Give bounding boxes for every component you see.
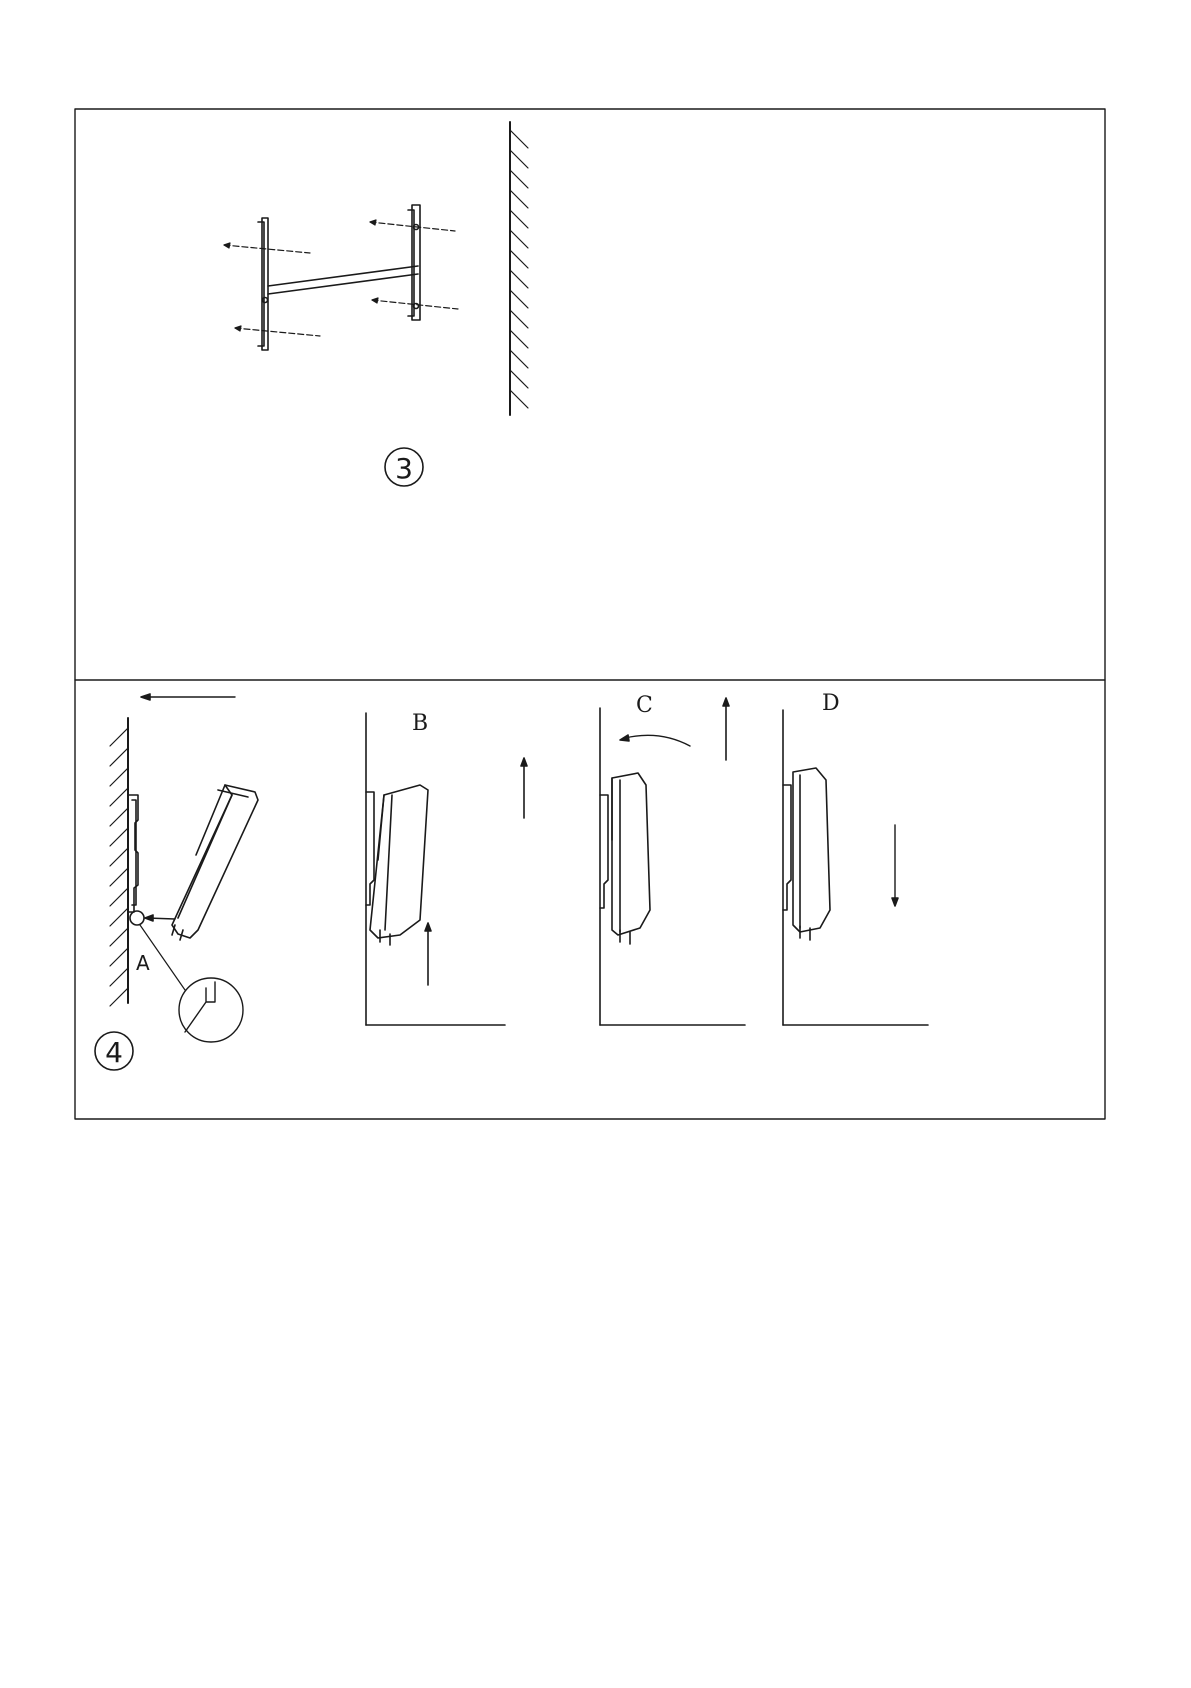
- panel-c-label: C: [636, 693, 653, 718]
- wall-hatch-line: [110, 728, 128, 746]
- wall-hatch-line: [510, 290, 528, 308]
- step-4-panel-b: [366, 711, 527, 1025]
- panel-b-label: B: [412, 711, 429, 736]
- wall-hatch-line: [110, 828, 128, 846]
- step-4-panel-d: [783, 691, 928, 1025]
- wall-hatch-line: [510, 330, 528, 348]
- wall-hatch-line: [110, 988, 128, 1006]
- panel-d-label: D: [822, 691, 840, 716]
- wall-hatch-line: [510, 170, 528, 188]
- panel-a-label: A: [136, 951, 150, 975]
- wall-hatch-line: [510, 350, 528, 368]
- wall-hatch-line: [510, 250, 528, 268]
- step-3-figure: [224, 122, 528, 486]
- step-4-figure: [95, 691, 928, 1070]
- wall-hatch-line: [110, 948, 128, 966]
- wall-hatch-line: [510, 130, 528, 148]
- wall-hatch-line: [510, 150, 528, 168]
- wall-hatch-line: [510, 190, 528, 208]
- wall-hatch-line: [110, 848, 128, 866]
- wall-hatch-line: [110, 748, 128, 766]
- step-4-panel-c: [600, 693, 745, 1025]
- step-3-wall: [510, 122, 528, 415]
- wall-hatch-line: [110, 928, 128, 946]
- wall-hatch-line: [510, 210, 528, 228]
- wall-hatch-line: [110, 968, 128, 986]
- page-frame: [75, 109, 1105, 1119]
- wall-hatch-line: [110, 888, 128, 906]
- wall-hatch-line: [510, 370, 528, 388]
- step-4-panel-a: [95, 694, 258, 1070]
- wall-bracket: [258, 205, 420, 350]
- wall-hatch-line: [110, 908, 128, 926]
- wall-hatch-line: [110, 868, 128, 886]
- wall-hatch-line: [510, 390, 528, 408]
- step-4-number: 4: [105, 1036, 123, 1069]
- screws: [224, 220, 458, 336]
- wall-hatch-line: [110, 768, 128, 786]
- wall-hatch-line: [110, 808, 128, 826]
- wall-hatch-line: [510, 230, 528, 248]
- step-3-number: 3: [395, 452, 413, 485]
- wall-hatch-line: [510, 310, 528, 328]
- wall-hatch-line: [510, 270, 528, 288]
- wall-hatch-line: [110, 788, 128, 806]
